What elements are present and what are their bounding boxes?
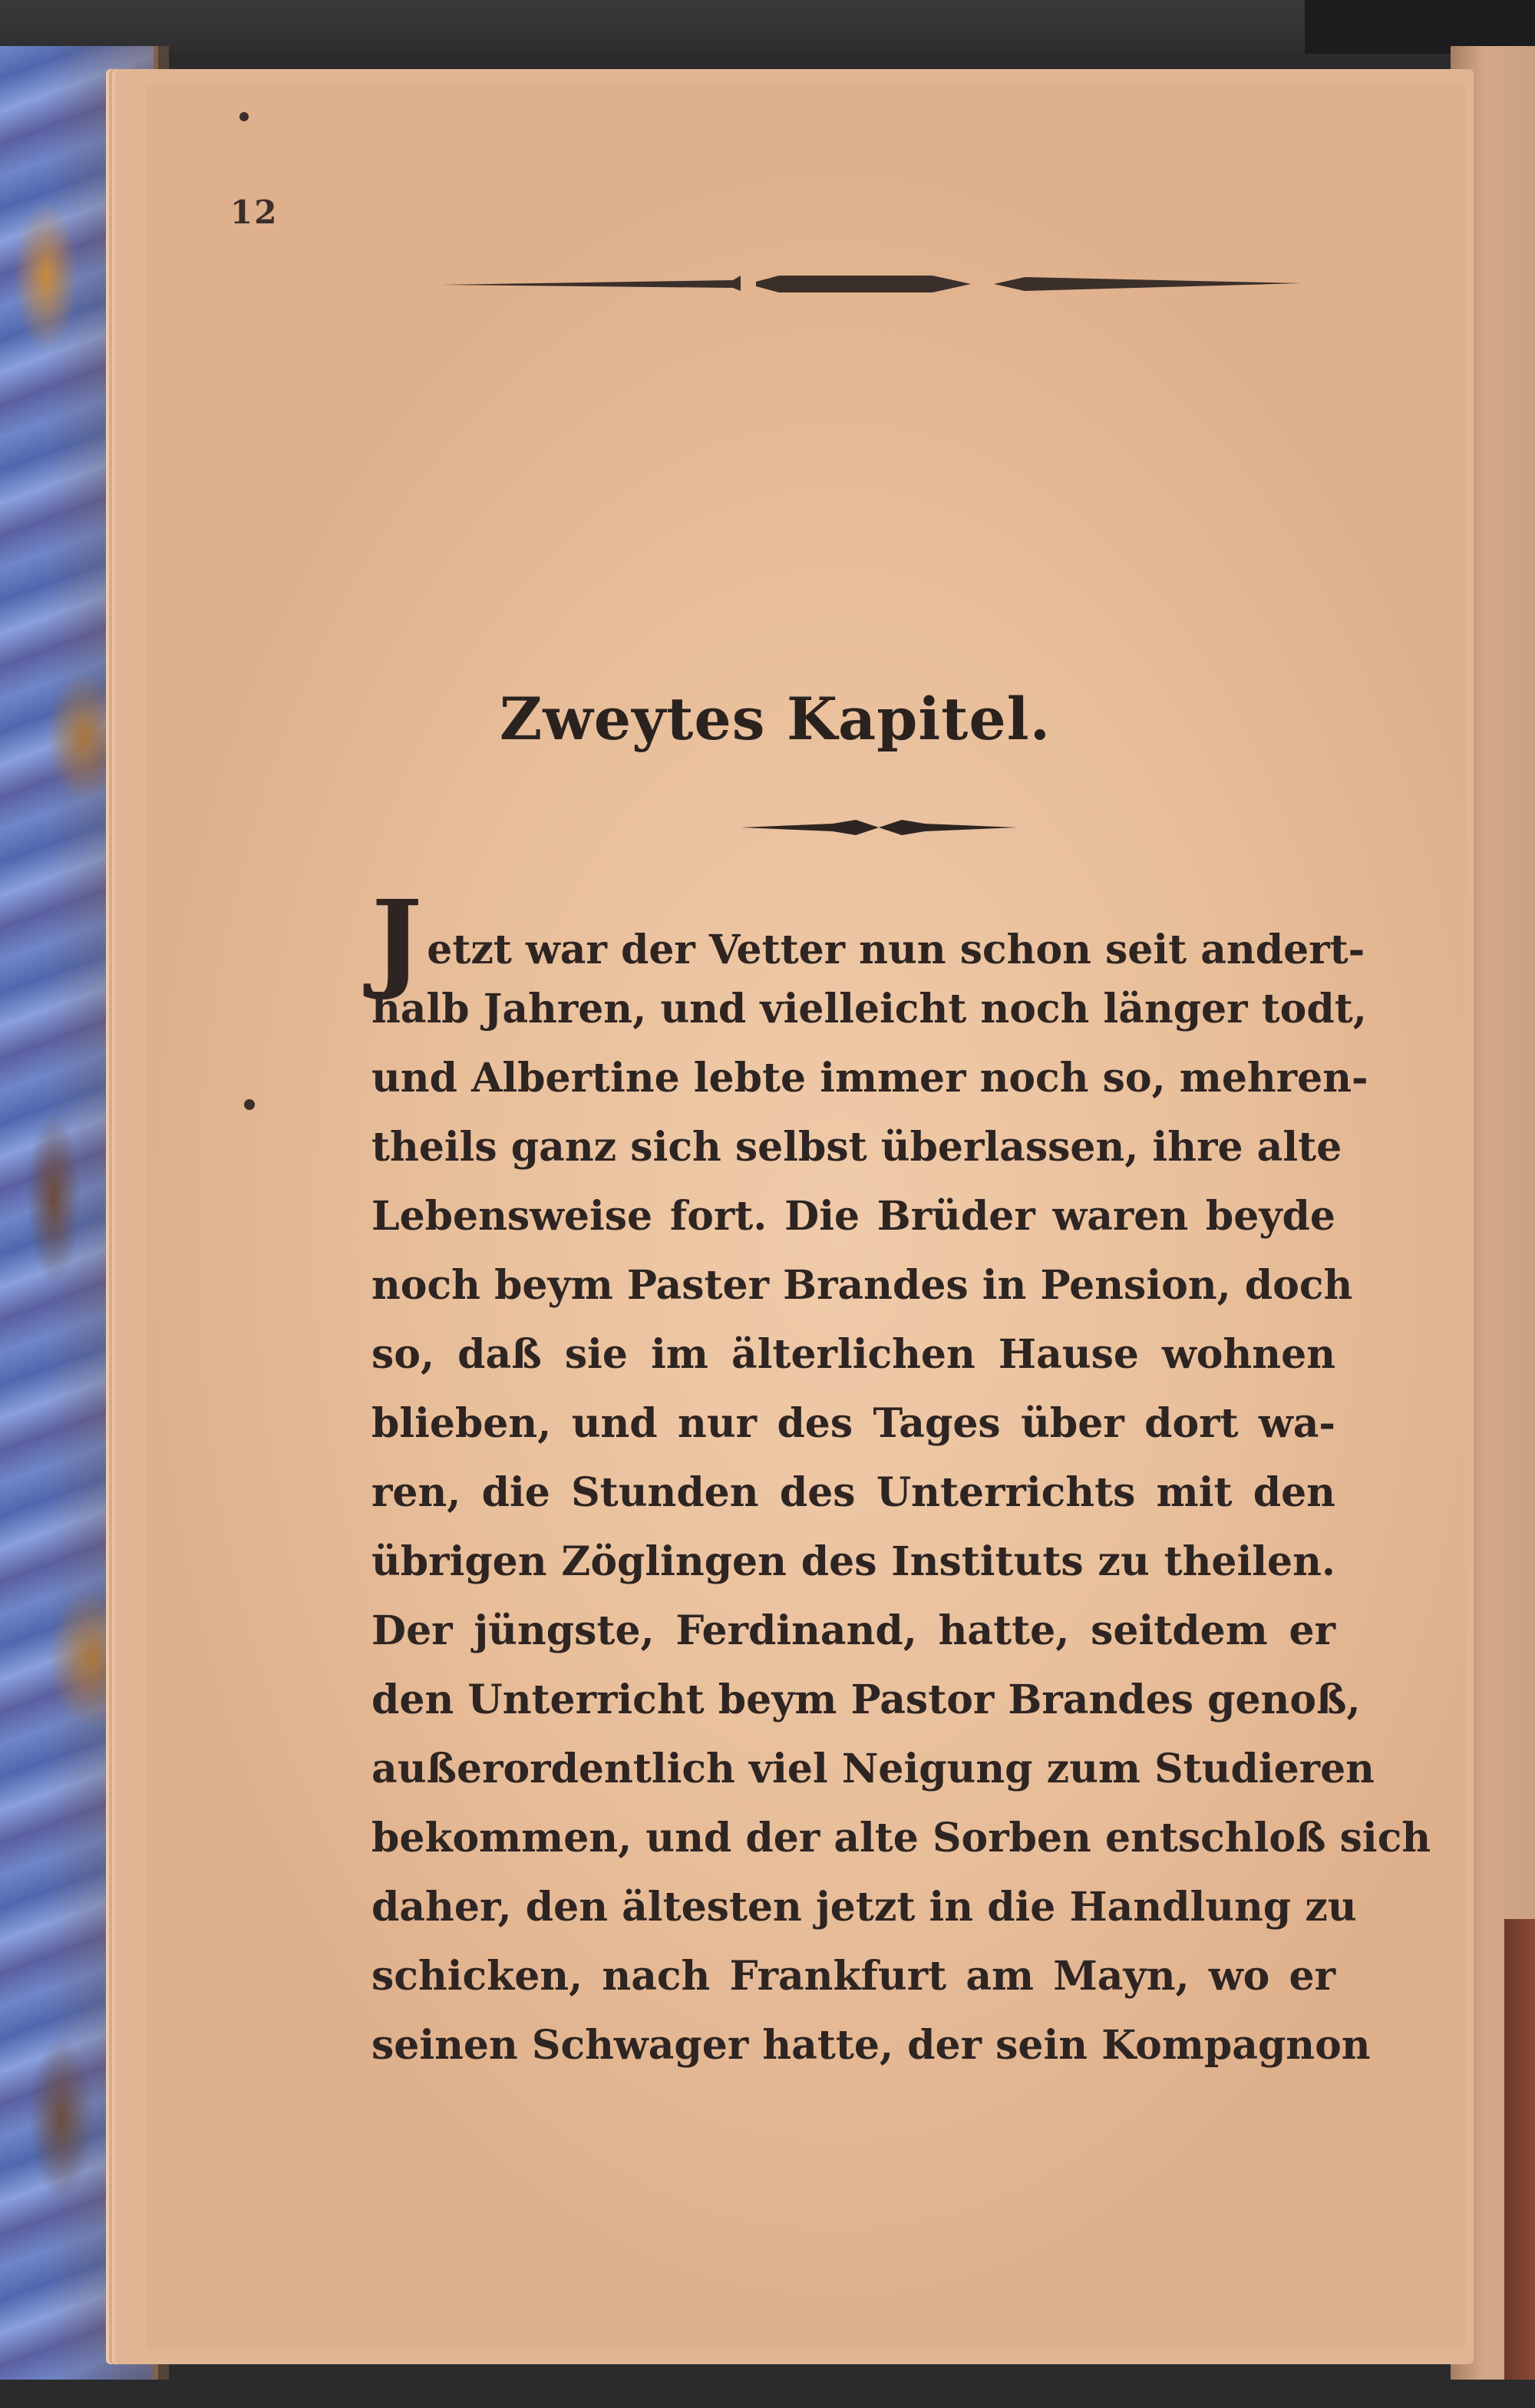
chapter-ornament <box>741 818 1017 837</box>
text-line-8: blieben, und nur des Tages über dort wa- <box>371 1400 1335 1447</box>
text-line-4: theils ganz sich selbst überlassen, ihre alte <box>371 1124 1342 1171</box>
chapter-body-text <box>371 877 1431 2080</box>
text-line-7: so, daß sie im älterlichen Hause wohnen <box>371 1331 1335 1378</box>
ink-speck <box>244 1099 255 1110</box>
text-line-13: außerordentlich viel Neigung zum Studieren <box>371 1746 1375 1792</box>
ink-speck <box>239 112 249 121</box>
drop-cap: J <box>371 877 423 1003</box>
text-line-9: ren, die Stunden des Unterrichts mit den <box>371 1469 1335 1516</box>
top-ornamental-rule <box>441 273 1305 296</box>
text-line-10: übrigen Zöglingen des Instituts zu theilen. <box>371 1538 1335 1585</box>
text-line-12: den Unterricht beym Pastor Brandes genoß, <box>371 1676 1361 1723</box>
book-spine-edge <box>1504 1919 1535 2380</box>
text-line-6: noch beym Paster Brandes in Pension, doch <box>371 1262 1353 1309</box>
text-line-14: bekommen, und der alte Sorben entschloß sich <box>371 1815 1431 1861</box>
text-line-5: Lebensweise fort. Die Brüder waren beyde <box>371 1193 1335 1240</box>
text-line-16: schicken, nach Frankfurt am Mayn, wo er <box>371 1953 1335 2000</box>
text-line-1: Jetzt war der Vetter nun schon seit andert- <box>371 877 1365 1003</box>
page-number: 12 <box>230 193 279 231</box>
text-line-3: und Albertine lebte immer noch so, mehren- <box>371 1055 1368 1102</box>
text-line-15: daher, den ältesten jetzt in die Handlung zu <box>371 1884 1357 1931</box>
text-line-2: halb Jahren, und vielleicht noch länger todt, <box>371 986 1367 1032</box>
chapter-title: Zweytes Kapitel. <box>499 685 1051 753</box>
text-line-11: Der jüngste, Ferdinand, hatte, seitdem er <box>371 1607 1335 1654</box>
text-line-17: seinen Schwager hatte, der sein Kompagnon <box>371 2022 1371 2069</box>
